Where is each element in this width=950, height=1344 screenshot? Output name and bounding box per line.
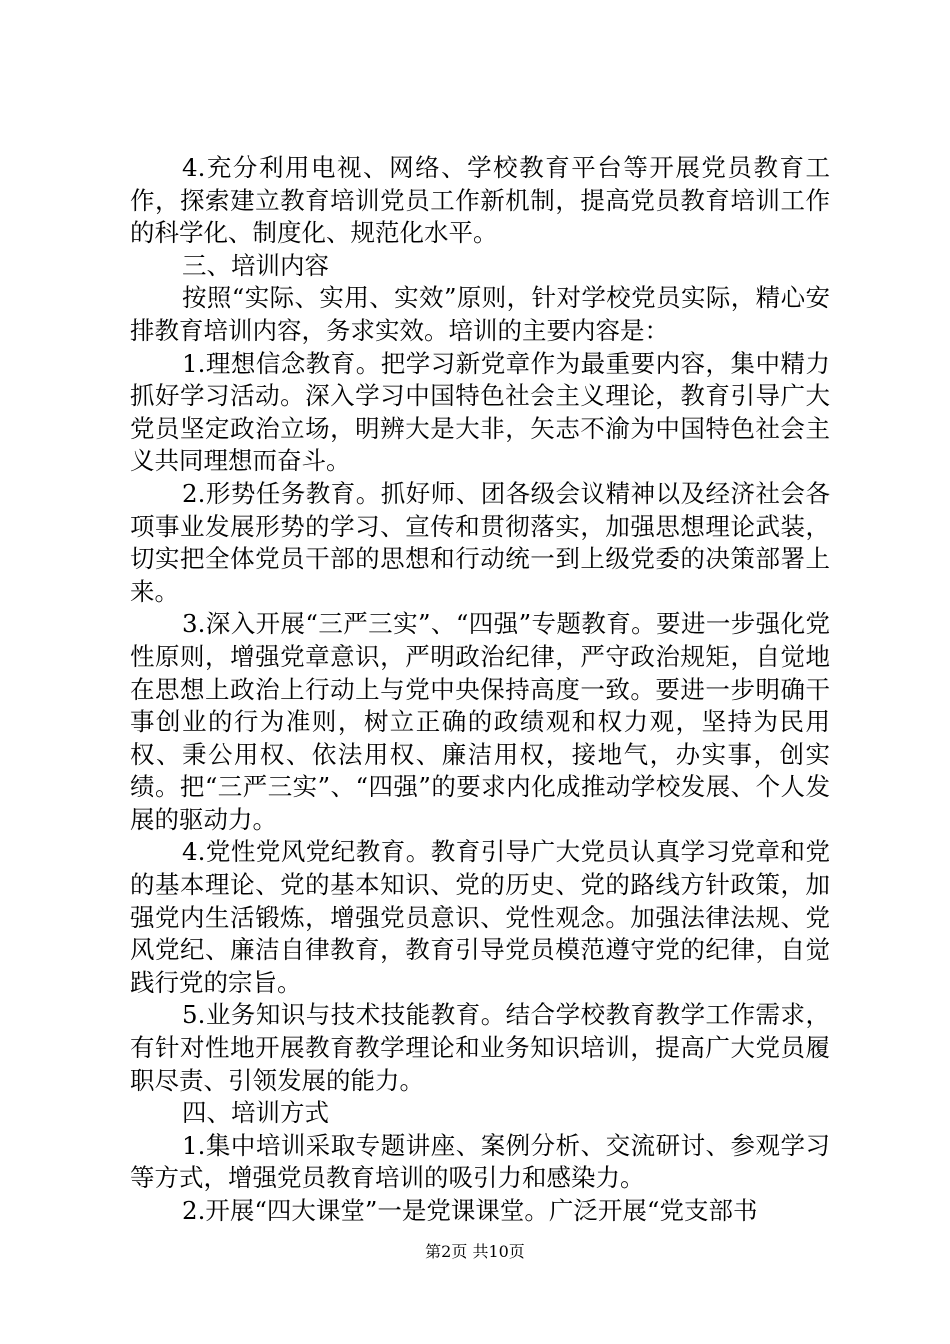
paragraph-ideal-belief: 1.理想信念教育。把学习新党章作为最重要内容，集中精力抓好学习活动。深入学习中国特色社会主义理论，教育引导广大党员坚定政治立场，明辨大是大非，矢志不渝为中国特色社会主义共同理想而奋斗。: [130, 348, 830, 476]
paragraph-centralized-training: 1.集中培训采取专题讲座、案例分析、交流研讨、参观学习等方式，增强党员教育培训的吸引力和感染力。: [130, 1130, 830, 1193]
paragraph-business-skills: 5.业务知识与技术技能教育。结合学校教育教学工作需求，有针对性地开展教育教学理论和业务知识培训，提高广大党员履职尽责、引领发展的能力。: [130, 1000, 830, 1095]
paragraph-principle: 按照“实际、实用、实效”原则，针对学校党员实际，精心安排教育培训内容，务求实效。培训的主要内容是：: [130, 283, 830, 345]
page-footer: [0, 1242, 950, 1262]
paragraph-four-classrooms: 2.开展“四大课堂”一是党课课堂。广泛开展“党支部书: [182, 1196, 758, 1225]
document-body: [130, 152, 830, 1228]
section-heading-training-content: 三、培训内容: [182, 250, 329, 280]
page-number-label: 第2页 共10页: [425, 1242, 525, 1261]
paragraph-situation-task: 2.形势任务教育。抓好师、团各级会议精神以及经济社会各项事业发展形势的学习、宣传和贯彻落实，加强思想理论武装，切实把全体党员干部的思想和行动统一到上级党委的决策部署上来。: [130, 478, 830, 606]
section-heading-training-method: 四、培训方式: [182, 1098, 329, 1128]
paragraph-three-strict: 3.深入开展“三严三实”、“四强”专题教育。要进一步强化党性原则，增强党章意识，严明政治纪律，严守政治规矩，自觉地在思想上政治上行动上与党中央保持高度一致。要进一步明确干事创业的行为准则，树立正确的政绩观和权力观，坚持为民用权、秉公用权、依法用权、廉洁用权，接地气，办实事，创实绩。把“三严三实”、“四强”的要求内化成推动学校发展、个人发展的驱动力。: [130, 609, 830, 834]
paragraph-party-discipline: 4.党性党风党纪教育。教育引导广大党员认真学习党章和党的基本理论、党的基本知识、党的历史、党的路线方针政策，加强党内生活锻炼，增强党员意识、党性观念。加强法律法规、党风党纪、廉洁自律教育，教育引导党员模范遵守党的纪律，自觉践行党的宗旨。: [130, 837, 830, 997]
paragraph-item-4-conclusion: 4.充分利用电视、网络、学校教育平台等开展党员教育工作，探索建立教育培训党员工作新机制，提高党员教育培训工作的科学化、制度化、规范化水平。: [130, 153, 830, 248]
